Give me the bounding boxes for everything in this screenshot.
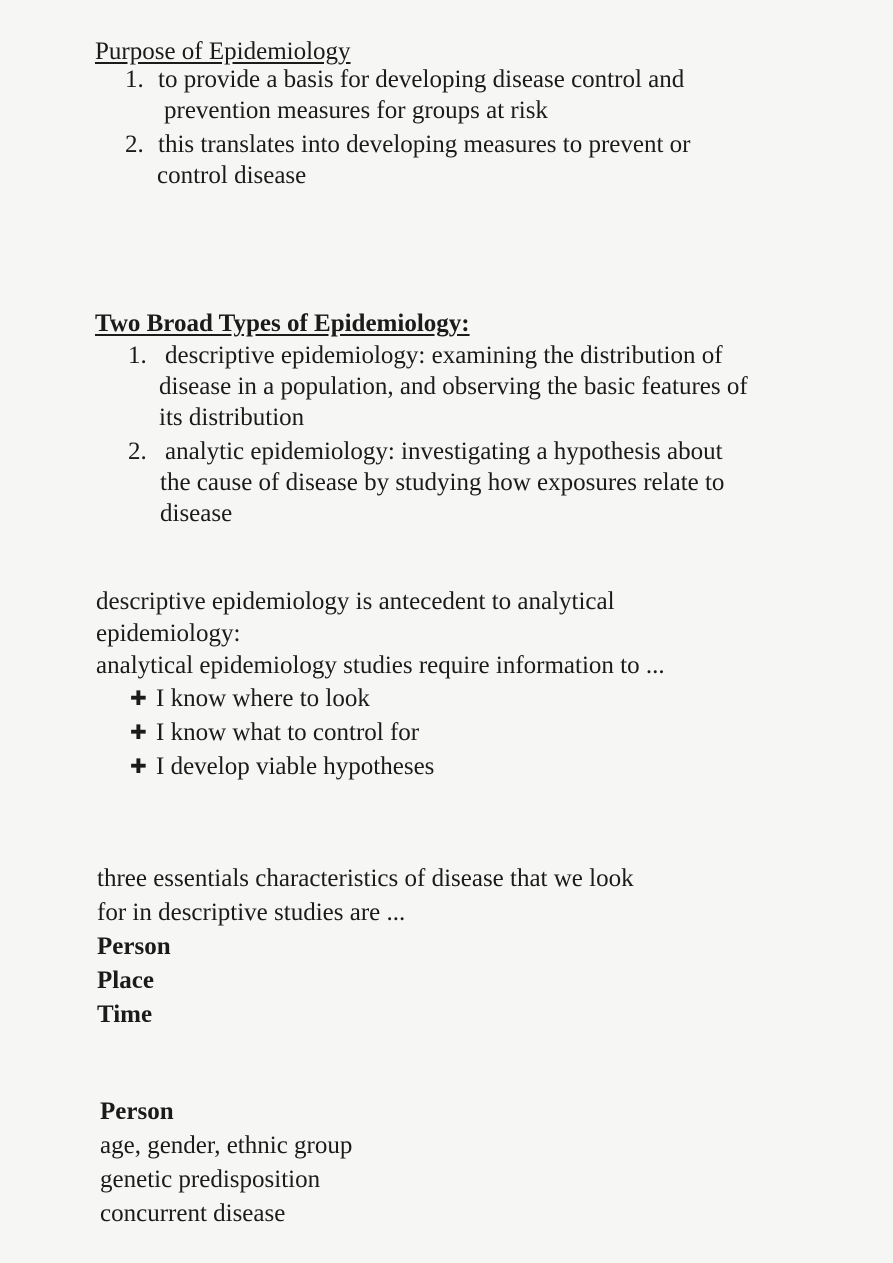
antecedent-line-2: epidemiology: bbox=[96, 620, 241, 647]
types-list bbox=[128, 340, 748, 529]
types-item-1 bbox=[128, 340, 748, 371]
bullet-item-2 bbox=[130, 717, 434, 749]
bullet-item-1-text: I know where to look bbox=[156, 685, 370, 712]
antecedent-line-3: analytical epidemiology studies require information to ... bbox=[96, 652, 665, 679]
types-item-2-line-2: the cause of disease by studying how exposures relate to bbox=[160, 469, 725, 496]
bullet-item-2-text: I know what to control for bbox=[156, 719, 420, 746]
person-line-2: genetic predisposition bbox=[100, 1166, 321, 1193]
person-section bbox=[100, 1096, 352, 1229]
purpose-item-2-number: 2. bbox=[125, 131, 144, 158]
purpose-item-2 bbox=[125, 129, 691, 160]
types-item-2 bbox=[128, 436, 748, 467]
types-item-2-number: 2. bbox=[128, 438, 147, 465]
types-item-1-line-2: disease in a population, and observing the basic features of bbox=[159, 373, 748, 400]
person-line-1: age, gender, ethnic group bbox=[100, 1132, 353, 1159]
types-item-2-line-1: analytic epidemiology: investigating a hypothesis about bbox=[165, 438, 723, 465]
essentials-line-2: for in descriptive studies are ... bbox=[97, 899, 406, 926]
essentials-term-person: Person bbox=[97, 933, 171, 960]
purpose-item-1-line-2: prevention measures for groups at risk bbox=[164, 97, 548, 124]
essentials-term-time: Time bbox=[97, 1001, 153, 1028]
purpose-item-2-line-2: control disease bbox=[157, 162, 307, 189]
types-item-2-line-3: disease bbox=[160, 500, 233, 527]
antecedent-bullets bbox=[130, 683, 434, 783]
person-heading: Person bbox=[100, 1098, 174, 1125]
arrow-bullet-icon: ✚ bbox=[130, 688, 147, 710]
types-item-1-number: 1. bbox=[128, 342, 147, 369]
purpose-section bbox=[95, 36, 351, 67]
essentials-line-1: three essentials characteristics of disease that we look bbox=[97, 865, 634, 892]
types-heading: Two Broad Types of Epidemiology: bbox=[95, 310, 470, 337]
purpose-item-1-number: 1. bbox=[125, 66, 144, 93]
bullet-item-1 bbox=[130, 683, 434, 715]
purpose-item-1 bbox=[125, 64, 691, 95]
types-section bbox=[95, 308, 470, 339]
bullet-item-3 bbox=[130, 751, 434, 783]
antecedent-line-1: descriptive epidemiology is antecedent to analytical bbox=[96, 588, 615, 615]
person-line-3: concurrent disease bbox=[100, 1200, 286, 1227]
antecedent-section bbox=[96, 586, 665, 681]
purpose-item-2-line-1: this translates into developing measures to prevent or bbox=[158, 131, 691, 158]
bullet-item-3-text: I develop viable hypotheses bbox=[156, 753, 435, 780]
arrow-bullet-icon: ✚ bbox=[130, 756, 147, 778]
purpose-item-1-line-1: to provide a basis for developing disease control and bbox=[158, 66, 685, 93]
purpose-list bbox=[125, 64, 691, 191]
types-item-1-line-3: its distribution bbox=[159, 404, 305, 431]
arrow-bullet-icon: ✚ bbox=[130, 722, 147, 744]
essentials-term-place: Place bbox=[97, 967, 154, 994]
essentials-section bbox=[97, 863, 634, 1030]
types-item-1-line-1: descriptive epidemiology: examining the distribution of bbox=[165, 342, 723, 369]
purpose-heading: Purpose of Epidemiology bbox=[95, 38, 351, 65]
